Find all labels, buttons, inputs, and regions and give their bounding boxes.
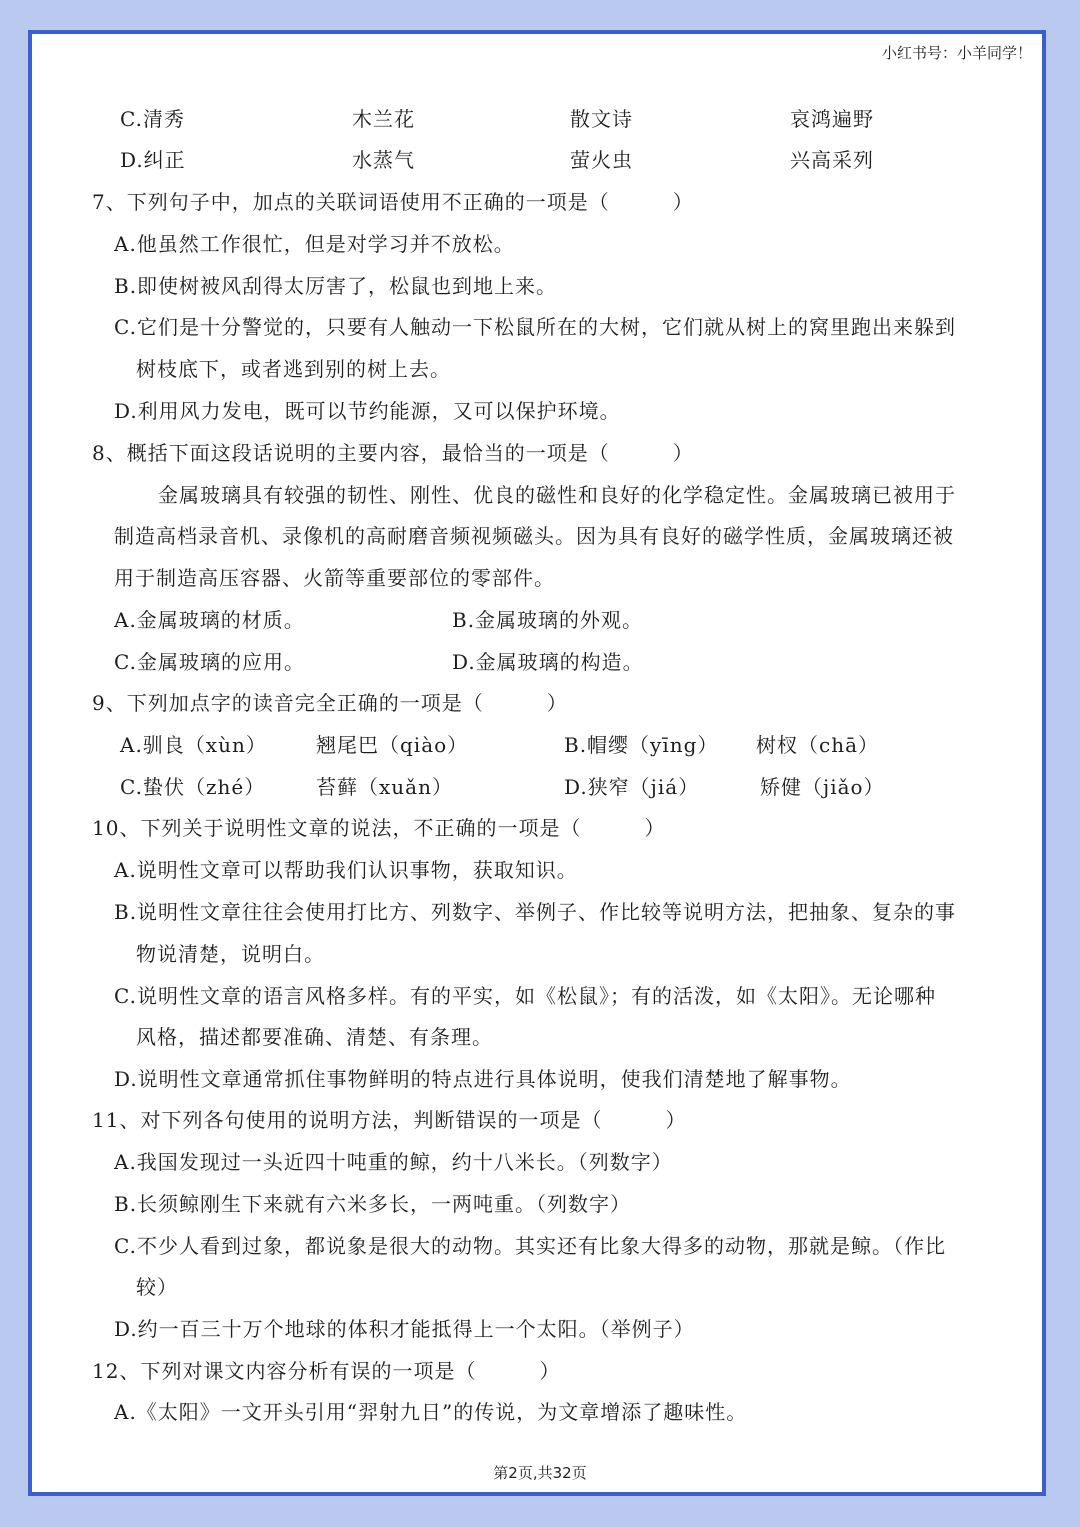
q8-option-c: C.金属玻璃的应用。 bbox=[114, 650, 305, 674]
q6-option-c-1: C.清秀 bbox=[120, 107, 185, 131]
q11-option-c-line2: 较） bbox=[136, 1275, 178, 1299]
q8-option-b: B.金属玻璃的外观。 bbox=[452, 608, 644, 632]
q9-option-c-2: 苔藓（xuǎn） bbox=[316, 775, 453, 799]
q9-option-c-1: C.蛰伏（zhé） bbox=[120, 775, 266, 799]
q7-option-b: B.即使树被风刮得太厉害了，松鼠也到地上来。 bbox=[114, 274, 558, 298]
q9-option-b-2: 树杈（chā） bbox=[756, 733, 880, 757]
q7-option-c-line1: C.它们是十分警觉的，只要有人触动一下松鼠所在的大树，它们就从树上的窝里跑出来躲到 bbox=[114, 315, 956, 339]
q9-option-b-1: B.帽缨（yīng） bbox=[564, 733, 719, 757]
q6-option-d-4: 兴高采列 bbox=[790, 148, 874, 172]
q11-option-a: A.我国发现过一头近四十吨重的鲸，约十八米长。（列数字） bbox=[114, 1150, 673, 1174]
q6-option-c-2: 木兰花 bbox=[352, 107, 415, 131]
q11-stem: 11、对下列各句使用的说明方法，判断错误的一项是（ ） bbox=[92, 1108, 687, 1132]
page-number: 第2页,共32页 bbox=[493, 1464, 587, 1482]
watermark: 小红书号：小羊同学！ bbox=[881, 44, 1032, 62]
q10-option-c-line2: 风格，描述都要准确、清楚、有条理。 bbox=[136, 1025, 493, 1049]
q10-option-d: D.说明性文章通常抓住事物鲜明的特点进行具体说明，使我们清楚地了解事物。 bbox=[114, 1067, 852, 1091]
q7-option-c-line2: 树枝底下，或者逃到别的树上去。 bbox=[136, 357, 451, 381]
q9-option-a-1: A.驯良（xùn） bbox=[120, 733, 267, 757]
q8-option-d: D.金属玻璃的构造。 bbox=[452, 650, 644, 674]
q9-option-d-1: D.狭窄（jiá） bbox=[564, 775, 700, 799]
q10-option-b-line2: 物说清楚，说明白。 bbox=[136, 942, 325, 966]
q8-passage-line2: 制造高档录音机、录像机的高耐磨音频视频磁头。因为具有良好的磁学性质，金属玻璃还被 bbox=[114, 524, 954, 548]
q6-option-c-3: 散文诗 bbox=[570, 107, 633, 131]
q9-stem: 9、下列加点字的读音完全正确的一项是（ ） bbox=[92, 691, 568, 715]
q8-stem: 8、概括下面这段话说明的主要内容，最恰当的一项是（ ） bbox=[92, 441, 694, 465]
q11-option-b: B.长须鲸刚生下来就有六米多长，一两吨重。（列数字） bbox=[114, 1192, 632, 1216]
q10-option-c-line1: C.说明性文章的语言风格多样。有的平实，如《松鼠》；有的活泼，如《太阳》。无论哪种 bbox=[114, 984, 936, 1008]
q7-stem: 7、下列句子中，加点的关联词语使用不正确的一项是（ ） bbox=[92, 190, 694, 214]
q11-option-d: D.约一百三十万个地球的体积才能抵得上一个太阳。（举例子） bbox=[114, 1317, 695, 1341]
q6-option-d-1: D.纠正 bbox=[120, 148, 186, 172]
q11-option-c-line1: C.不少人看到过象，都说象是很大的动物。其实还有比象大得多的动物，那就是鲸。（作比 bbox=[114, 1234, 946, 1258]
q10-option-a: A.说明性文章可以帮助我们认识事物，获取知识。 bbox=[114, 858, 578, 882]
q10-stem: 10、下列关于说明性文章的说法，不正确的一项是（ ） bbox=[92, 816, 666, 840]
q8-passage-line3: 用于制造高压容器、火箭等重要部位的零部件。 bbox=[114, 566, 555, 590]
q12-stem: 12、下列对课文内容分析有误的一项是（ ） bbox=[92, 1359, 561, 1383]
q6-option-c-4: 哀鸿遍野 bbox=[790, 107, 874, 131]
q6-option-d-2: 水蒸气 bbox=[352, 148, 415, 172]
q9-option-a-2: 翘尾巴（qiào） bbox=[316, 733, 469, 757]
q6-option-d-3: 萤火虫 bbox=[570, 148, 633, 172]
q7-option-a: A.他虽然工作很忙，但是对学习并不放松。 bbox=[114, 232, 515, 256]
q7-option-d: D.利用风力发电，既可以节约能源，又可以保护环境。 bbox=[114, 399, 621, 423]
q12-option-a: A.《太阳》一文开头引用“羿射九日”的传说，为文章增添了趣味性。 bbox=[114, 1400, 748, 1424]
q8-passage-line1: 金属玻璃具有较强的韧性、刚性、优良的磁性和良好的化学稳定性。金属玻璃已被用于 bbox=[158, 483, 956, 507]
q8-option-a: A.金属玻璃的材质。 bbox=[114, 608, 305, 632]
q10-option-b-line1: B.说明性文章往往会使用打比方、列数字、举例子、作比较等说明方法，把抽象、复杂的事 bbox=[114, 900, 957, 924]
q9-option-d-2: 矫健（jiǎo） bbox=[760, 775, 885, 799]
